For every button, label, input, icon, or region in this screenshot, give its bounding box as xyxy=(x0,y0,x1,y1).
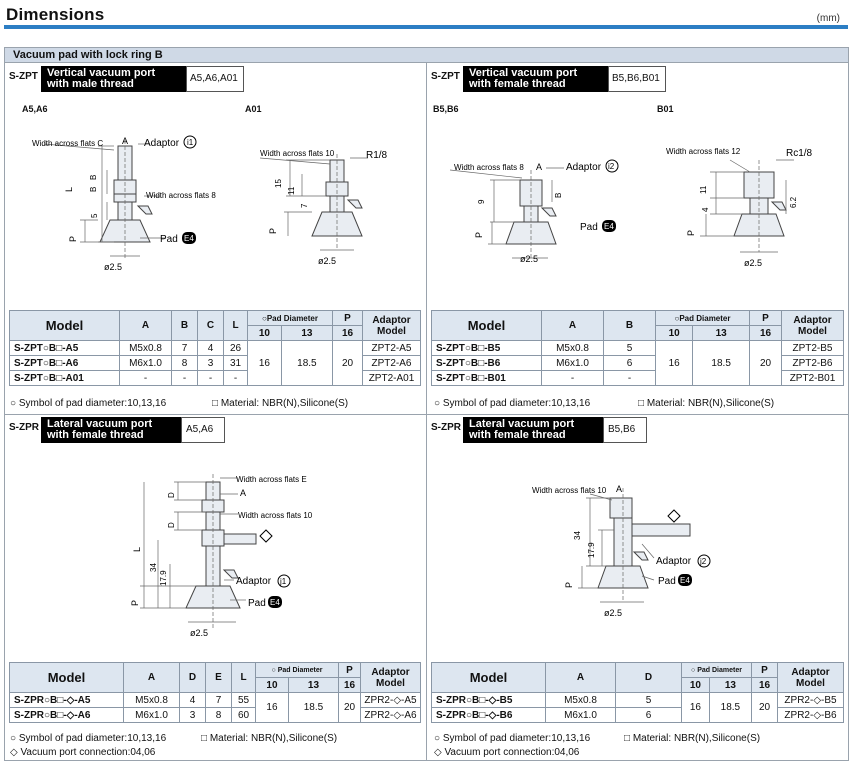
diamond-symbol xyxy=(260,530,272,542)
cell-c: - xyxy=(198,371,224,386)
hex-shape xyxy=(610,498,632,518)
drawing-zpr-b xyxy=(530,480,720,620)
col-adaptor xyxy=(782,311,844,341)
pad-diameter-text: Pad Diameter xyxy=(697,666,742,674)
table-row xyxy=(10,693,421,708)
label-b1: B xyxy=(89,174,98,180)
panel-types: A5,A6 xyxy=(186,424,214,435)
spec-table-zpt-female xyxy=(431,310,844,386)
label-waf12: Width across flats 12 xyxy=(666,147,741,156)
cell-adaptor: ZPT2-B6 xyxy=(782,356,844,371)
cell-model: S-ZPT○B□-B01 xyxy=(432,371,542,386)
col-b: B xyxy=(172,311,198,341)
label-r18: R1/8 xyxy=(366,150,388,161)
col-pad-diameter: ○ Pad Diameter xyxy=(682,663,752,678)
col-adaptor-l2: Model xyxy=(377,325,406,337)
cell-model: S-ZPR○B□-◇-B5 xyxy=(432,693,546,708)
cell-model: S-ZPR○B□-◇-B6 xyxy=(432,708,546,723)
cell-model: S-ZPT○B□-A6 xyxy=(10,356,120,371)
label-b2: B xyxy=(89,186,98,192)
cell-adaptor: ZPR2-◇-B5 xyxy=(778,693,844,708)
note-vacuum-port: ◇ Vacuum port connection:04,06 xyxy=(10,747,156,758)
adaptor-badge: i2 xyxy=(608,162,615,171)
thread-shape xyxy=(206,482,220,500)
col-d16: 16 xyxy=(333,326,363,341)
cell-p13: 18.5 xyxy=(709,693,751,723)
col-pad-diameter: ○Pad Diameter xyxy=(656,311,750,326)
col-a: A xyxy=(120,311,172,341)
panel-code: S-ZPR xyxy=(9,422,39,433)
col-l: L xyxy=(224,311,248,341)
col-d: D xyxy=(180,663,206,693)
label-l: L xyxy=(64,186,74,192)
cell-d: 6 xyxy=(616,708,682,723)
cell-adaptor: ZPT2-B5 xyxy=(782,341,844,356)
subtitle-a: B5,B6 xyxy=(433,104,459,114)
cell-d: 3 xyxy=(180,708,206,723)
col-c: C xyxy=(198,311,224,341)
label-p: P xyxy=(474,231,484,238)
cell-b: - xyxy=(604,371,656,386)
panel-title-box xyxy=(463,66,608,92)
col-p: P xyxy=(752,663,778,678)
cell-adaptor: ZPR2-◇-A5 xyxy=(361,693,421,708)
label-179: 17.9 xyxy=(587,542,596,558)
cell-d: 4 xyxy=(180,693,206,708)
col-a: A xyxy=(546,663,616,693)
panel-title-line2: with male thread xyxy=(47,78,134,90)
col-d13: 13 xyxy=(709,678,751,693)
pad-diameter-text: Pad Diameter xyxy=(277,666,323,674)
cell-e: 7 xyxy=(206,693,232,708)
col-model: Model xyxy=(10,663,124,693)
cell-p16: 20 xyxy=(333,341,363,386)
panel-types: A5,A6,A01 xyxy=(190,73,238,84)
col-adaptor xyxy=(363,311,421,341)
adaptor-badge: i1 xyxy=(187,138,194,147)
cell-d: 5 xyxy=(616,693,682,708)
col-p: P xyxy=(750,311,782,326)
col-d16: 16 xyxy=(752,678,778,693)
col-pad-diameter: ○ Pad Diameter xyxy=(256,663,339,678)
note-material: □ Material: NBR(N),Silicone(S) xyxy=(624,733,761,744)
panel-types: B5,B6,B01 xyxy=(612,73,660,84)
col-adaptor-l1: Adaptor xyxy=(793,314,832,326)
port-shape xyxy=(632,524,690,536)
cell-a: M5x0.8 xyxy=(546,693,616,708)
label-7: 7 xyxy=(300,203,309,208)
horizontal-divider xyxy=(5,414,848,415)
note-material: □ Material: NBR(N),Silicone(S) xyxy=(638,398,775,409)
label-a: A xyxy=(240,488,247,498)
col-model: Model xyxy=(432,663,546,693)
cell-model: S-ZPT○B□-B6 xyxy=(432,356,542,371)
pad-badge: E4 xyxy=(680,576,690,585)
note-material: □ Material: NBR(N),Silicone(S) xyxy=(212,398,349,409)
spec-table-zpr-b xyxy=(431,662,844,723)
cell-adaptor: ZPR2-◇-B6 xyxy=(778,708,844,723)
section-title: Vacuum pad with lock ring B xyxy=(5,48,848,63)
table-row xyxy=(10,341,421,356)
cell-a: - xyxy=(120,371,172,386)
label-waf10: Width across flats 10 xyxy=(532,486,607,495)
cell-l: 26 xyxy=(224,341,248,356)
label-b: B xyxy=(554,192,563,198)
table-row xyxy=(432,693,844,708)
drawing-zpt-b01 xyxy=(660,140,840,270)
panel-title-line1: Vertical vacuum port xyxy=(469,67,578,79)
cell-b: 7 xyxy=(172,341,198,356)
label-d25: ø2.5 xyxy=(318,256,337,266)
col-model: Model xyxy=(432,311,542,341)
label-a: A xyxy=(122,136,129,146)
vertical-divider xyxy=(426,63,427,760)
cell-model: S-ZPR○B□-◇-A5 xyxy=(10,693,124,708)
note-pad-diameter: ○ Symbol of pad diameter:10,13,16 xyxy=(434,398,591,409)
spec-table-zpt-male xyxy=(9,310,421,386)
cell-a: M6x1.0 xyxy=(542,356,604,371)
subtitle-a: A5,A6 xyxy=(22,104,48,114)
label-p: P xyxy=(130,599,140,606)
panel-title-box xyxy=(41,417,181,443)
col-d13: 13 xyxy=(281,326,332,341)
cell-model: S-ZPT○B□-B5 xyxy=(432,341,542,356)
label-wae: Width across flats E xyxy=(236,475,307,484)
cell-a: M5x0.8 xyxy=(124,693,180,708)
label-d25: ø2.5 xyxy=(190,628,209,638)
drawing-zpt-a01 xyxy=(250,140,420,270)
label-adaptor: Adaptor xyxy=(144,138,180,149)
page-title: Dimensions xyxy=(6,5,105,24)
col-pad-diameter: ○Pad Diameter xyxy=(248,311,333,326)
col-l: L xyxy=(232,663,256,693)
col-adaptor-l1: Adaptor xyxy=(372,314,411,326)
drawing-zpr-a xyxy=(100,470,340,642)
label-11: 11 xyxy=(699,185,708,194)
col-d10: 10 xyxy=(656,326,693,341)
cell-p13: 18.5 xyxy=(288,693,338,723)
col-adaptor xyxy=(361,663,421,693)
lock-clip-shape xyxy=(772,202,786,210)
col-a: A xyxy=(124,663,180,693)
panel-types: B5,B6 xyxy=(608,424,636,435)
label-d2: D xyxy=(167,522,176,528)
label-9: 9 xyxy=(477,199,486,204)
panel-title-box xyxy=(463,417,603,443)
drawing-zpt-a5a6 xyxy=(10,130,230,280)
table-row xyxy=(432,341,844,356)
panel-code: S-ZPT xyxy=(431,71,460,82)
cell-p13: 18.5 xyxy=(693,341,750,386)
col-adaptor xyxy=(778,663,844,693)
diamond-symbol xyxy=(668,510,680,522)
cell-a: M6x1.0 xyxy=(546,708,616,723)
col-a: A xyxy=(542,311,604,341)
cell-e: 8 xyxy=(206,708,232,723)
cell-model: S-ZPR○B□-◇-A6 xyxy=(10,708,124,723)
port-shape xyxy=(224,534,256,544)
label-waf10: Width across flats 10 xyxy=(238,511,313,520)
col-adaptor-l2: Model xyxy=(796,677,825,689)
col-model: Model xyxy=(10,311,120,341)
cell-p10: 16 xyxy=(256,693,289,723)
thread-shape xyxy=(118,146,132,180)
col-d16: 16 xyxy=(750,326,782,341)
adaptor-badge: j2 xyxy=(700,557,707,566)
panel-code: S-ZPT xyxy=(9,71,38,82)
cell-adaptor: ZPR2-◇-A6 xyxy=(361,708,421,723)
panel-title-line1: Lateral vacuum port xyxy=(469,418,575,430)
note-material: □ Material: NBR(N),Silicone(S) xyxy=(201,733,338,744)
cell-model: S-ZPT○B□-A5 xyxy=(10,341,120,356)
label-179: 17.9 xyxy=(159,570,168,586)
col-d: D xyxy=(616,663,682,693)
panel-title-box xyxy=(41,66,186,92)
label-p: P xyxy=(686,229,696,236)
panel-title-line2: with female thread xyxy=(469,78,566,90)
body-shape xyxy=(118,202,132,220)
cell-l: - xyxy=(224,371,248,386)
panel-title-line1: Lateral vacuum port xyxy=(47,418,153,430)
note-pad-diameter: ○ Symbol of pad diameter:10,13,16 xyxy=(10,398,167,409)
cell-adaptor: ZPT2-B01 xyxy=(782,371,844,386)
col-d13: 13 xyxy=(288,678,338,693)
label-waf8: Width across flats 8 xyxy=(146,191,216,200)
cell-b: 8 xyxy=(172,356,198,371)
cell-a: M5x0.8 xyxy=(120,341,172,356)
cell-l: 55 xyxy=(232,693,256,708)
label-d25: ø2.5 xyxy=(520,254,539,264)
label-34: 34 xyxy=(573,531,582,540)
pad-diameter-text: Pad Diameter xyxy=(679,313,731,323)
thread-shape-2 xyxy=(206,512,220,530)
label-d25: ø2.5 xyxy=(604,608,623,618)
label-adaptor: Adaptor xyxy=(566,162,602,173)
col-adaptor-l1: Adaptor xyxy=(791,666,830,678)
title-rule xyxy=(4,25,848,29)
label-d25: ø2.5 xyxy=(104,262,123,272)
cell-p10: 16 xyxy=(682,693,710,723)
cell-b: 5 xyxy=(604,341,656,356)
cell-p10: 16 xyxy=(248,341,282,386)
cell-b: 6 xyxy=(604,356,656,371)
col-adaptor-l2: Model xyxy=(798,325,827,337)
lock-clip-shape xyxy=(348,200,362,208)
label-5: 5 xyxy=(90,213,99,218)
cell-c: 3 xyxy=(198,356,224,371)
note-pad-diameter: ○ Symbol of pad diameter:10,13,16 xyxy=(10,733,167,744)
label-l: L xyxy=(132,546,142,552)
col-adaptor-l2: Model xyxy=(376,677,405,689)
panel-title-line1: Vertical vacuum port xyxy=(47,67,156,79)
label-11: 11 xyxy=(287,186,296,195)
label-d1: D xyxy=(167,492,176,498)
cell-l: 60 xyxy=(232,708,256,723)
cell-b: - xyxy=(172,371,198,386)
label-waf8: Width across flats 8 xyxy=(454,163,524,172)
cell-l: 31 xyxy=(224,356,248,371)
pad-diameter-text: Pad Diameter xyxy=(266,313,318,323)
label-waf10: Width across flats 10 xyxy=(260,149,335,158)
label-a: A xyxy=(536,162,543,172)
unit-label: (mm) xyxy=(816,13,840,24)
pad-badge: E4 xyxy=(270,598,280,607)
cell-p16: 20 xyxy=(339,693,361,723)
cell-a: M6x1.0 xyxy=(124,708,180,723)
subtitle-b: B01 xyxy=(657,104,674,114)
col-e: E xyxy=(206,663,232,693)
col-p: P xyxy=(339,663,361,678)
cell-p13: 18.5 xyxy=(281,341,332,386)
label-p: P xyxy=(268,227,278,234)
label-wac: Width across flats C xyxy=(32,139,104,148)
label-a: A xyxy=(616,484,623,494)
label-pad: Pad xyxy=(580,222,598,233)
cell-adaptor: ZPT2-A01 xyxy=(363,371,421,386)
panel-title-line2: with female thread xyxy=(47,429,144,441)
subtitle-b: A01 xyxy=(245,104,262,114)
cell-p16: 20 xyxy=(750,341,782,386)
col-b: B xyxy=(604,311,656,341)
col-d13: 13 xyxy=(693,326,750,341)
lock-clip-shape xyxy=(634,552,648,560)
cell-adaptor: ZPT2-A6 xyxy=(363,356,421,371)
label-62: 6.2 xyxy=(789,196,798,208)
label-34: 34 xyxy=(149,563,158,572)
cell-a: M5x0.8 xyxy=(542,341,604,356)
spec-table-zpr-a xyxy=(9,662,421,723)
table-row xyxy=(432,371,844,386)
label-15: 15 xyxy=(274,179,283,188)
pad-badge: E4 xyxy=(604,222,614,231)
label-pad: Pad xyxy=(658,576,676,587)
col-d10: 10 xyxy=(256,678,289,693)
adaptor-badge: j1 xyxy=(280,577,287,586)
table-row xyxy=(432,356,844,371)
col-d10: 10 xyxy=(248,326,282,341)
cell-model: S-ZPT○B□-A01 xyxy=(10,371,120,386)
cell-adaptor: ZPT2-A5 xyxy=(363,341,421,356)
col-p: P xyxy=(333,311,363,326)
label-4: 4 xyxy=(701,207,710,212)
label-adaptor: Adaptor xyxy=(236,576,272,587)
lock-clip-shape xyxy=(542,208,556,216)
table-row xyxy=(432,708,844,723)
cell-a: - xyxy=(542,371,604,386)
cell-c: 4 xyxy=(198,341,224,356)
label-adaptor: Adaptor xyxy=(656,556,692,567)
lock-clip-shape xyxy=(138,206,152,214)
drawing-zpt-b5b6 xyxy=(440,150,640,275)
cell-p16: 20 xyxy=(752,693,778,723)
cell-a: M6x1.0 xyxy=(120,356,172,371)
col-d16: 16 xyxy=(339,678,361,693)
pad-badge: E4 xyxy=(184,234,194,243)
label-pad: Pad xyxy=(248,598,266,609)
panel-code: S-ZPR xyxy=(431,422,461,433)
label-rc18: Rc1/8 xyxy=(786,148,813,159)
label-d25: ø2.5 xyxy=(744,258,763,268)
panel-title-line2: with female thread xyxy=(469,429,566,441)
cell-p10: 16 xyxy=(656,341,693,386)
label-p: P xyxy=(564,581,574,588)
note-pad-diameter: ○ Symbol of pad diameter:10,13,16 xyxy=(434,733,591,744)
label-pad: Pad xyxy=(160,234,178,245)
col-adaptor-l1: Adaptor xyxy=(371,666,410,678)
label-p: P xyxy=(68,235,78,242)
note-vacuum-port: ◇ Vacuum port connection:04,06 xyxy=(434,747,580,758)
col-d10: 10 xyxy=(682,678,710,693)
